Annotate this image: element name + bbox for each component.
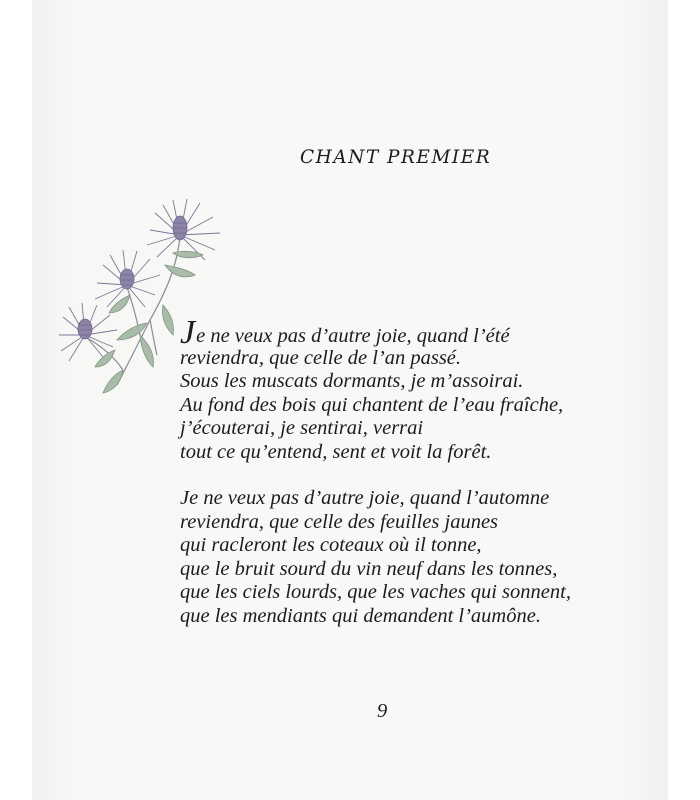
poem-line: que les ciels lourds, que les vaches qui sonnent,	[180, 581, 571, 603]
poem-line: reviendra, que celle de l’an passé.	[180, 346, 462, 369]
poem-line	[180, 314, 571, 351]
poem-line: Au fond des bois qui chantent de l’eau fraîche,	[180, 393, 564, 416]
poem-line: tout ce qu’entend, sent et voit la forêt.	[180, 440, 492, 463]
drop-cap: J	[180, 314, 196, 351]
stanza-2	[180, 487, 571, 628]
poem-line: Sous les muscats dormants, je m’assoirai.	[180, 370, 524, 392]
stanza-1	[180, 314, 571, 464]
poem-line: reviendra, que celle des feuilles jaunes	[180, 510, 499, 533]
poem-line: que les mendiants qui demandent l’aumône.	[180, 604, 541, 627]
poem-line: Je ne veux pas d’autre joie, quand l’automne	[180, 487, 550, 509]
poem-line: qui racleront les coteaux où il tonne,	[180, 534, 482, 556]
page-number: 9	[377, 700, 388, 722]
poem-line: j’écouterai, je sentirai, verrai	[180, 417, 424, 439]
poem-line-text: e ne veux pas d’autre joie, quand l’été	[196, 325, 510, 347]
poem-line: que le bruit sourd du vin neuf dans les tonnes,	[180, 557, 558, 580]
chapter-title: CHANT PREMIER	[300, 147, 492, 168]
poem	[180, 314, 571, 628]
